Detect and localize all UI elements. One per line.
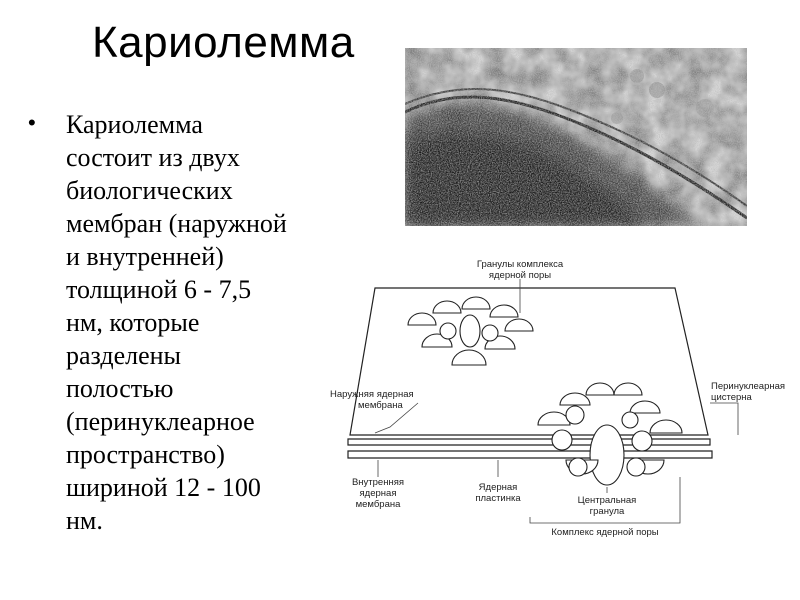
slide-title: Кариолемма xyxy=(92,18,355,67)
bullet-marker: • xyxy=(28,110,36,135)
label-lamina-line1: Ядерная xyxy=(478,482,518,493)
bullet-text: Кариолемма состоит из двух биологических мембран (наружной и внутренней) толщиной 6 - 7,5 нм, которые разделены полостью (перинуклеарное пространство) шириной 12 - 100 нм. xyxy=(66,110,287,535)
nuclear-envelope-diagram xyxy=(330,255,800,545)
label-outer-membrane-line1: Наружняя ядерная xyxy=(330,389,414,400)
label-perinuclear-line2: цистерна xyxy=(711,392,752,403)
label-central-granule-line1: Центральная xyxy=(577,495,637,506)
label-granules-line2: ядерной поры xyxy=(488,270,552,281)
electron-micrograph-image xyxy=(405,48,747,226)
label-outer-membrane-line2: мембрана xyxy=(358,400,403,411)
label-granules-line1: Гранулы комплекса xyxy=(476,259,564,270)
label-central-granule-line2: гранула xyxy=(589,506,625,517)
label-inner-membrane-line2: ядерная xyxy=(359,488,397,499)
label-inner-membrane-line1: Внутренняя xyxy=(351,477,405,488)
diagram-svg xyxy=(330,255,800,545)
label-pore-complex: Комплекс ядерной поры xyxy=(551,527,659,538)
label-inner-membrane-line3: мембрана xyxy=(355,499,401,510)
label-lamina-line2: пластинка xyxy=(475,493,521,504)
micrograph-svg xyxy=(405,48,747,226)
label-perinuclear-line1: Перинуклеарная xyxy=(711,381,786,392)
